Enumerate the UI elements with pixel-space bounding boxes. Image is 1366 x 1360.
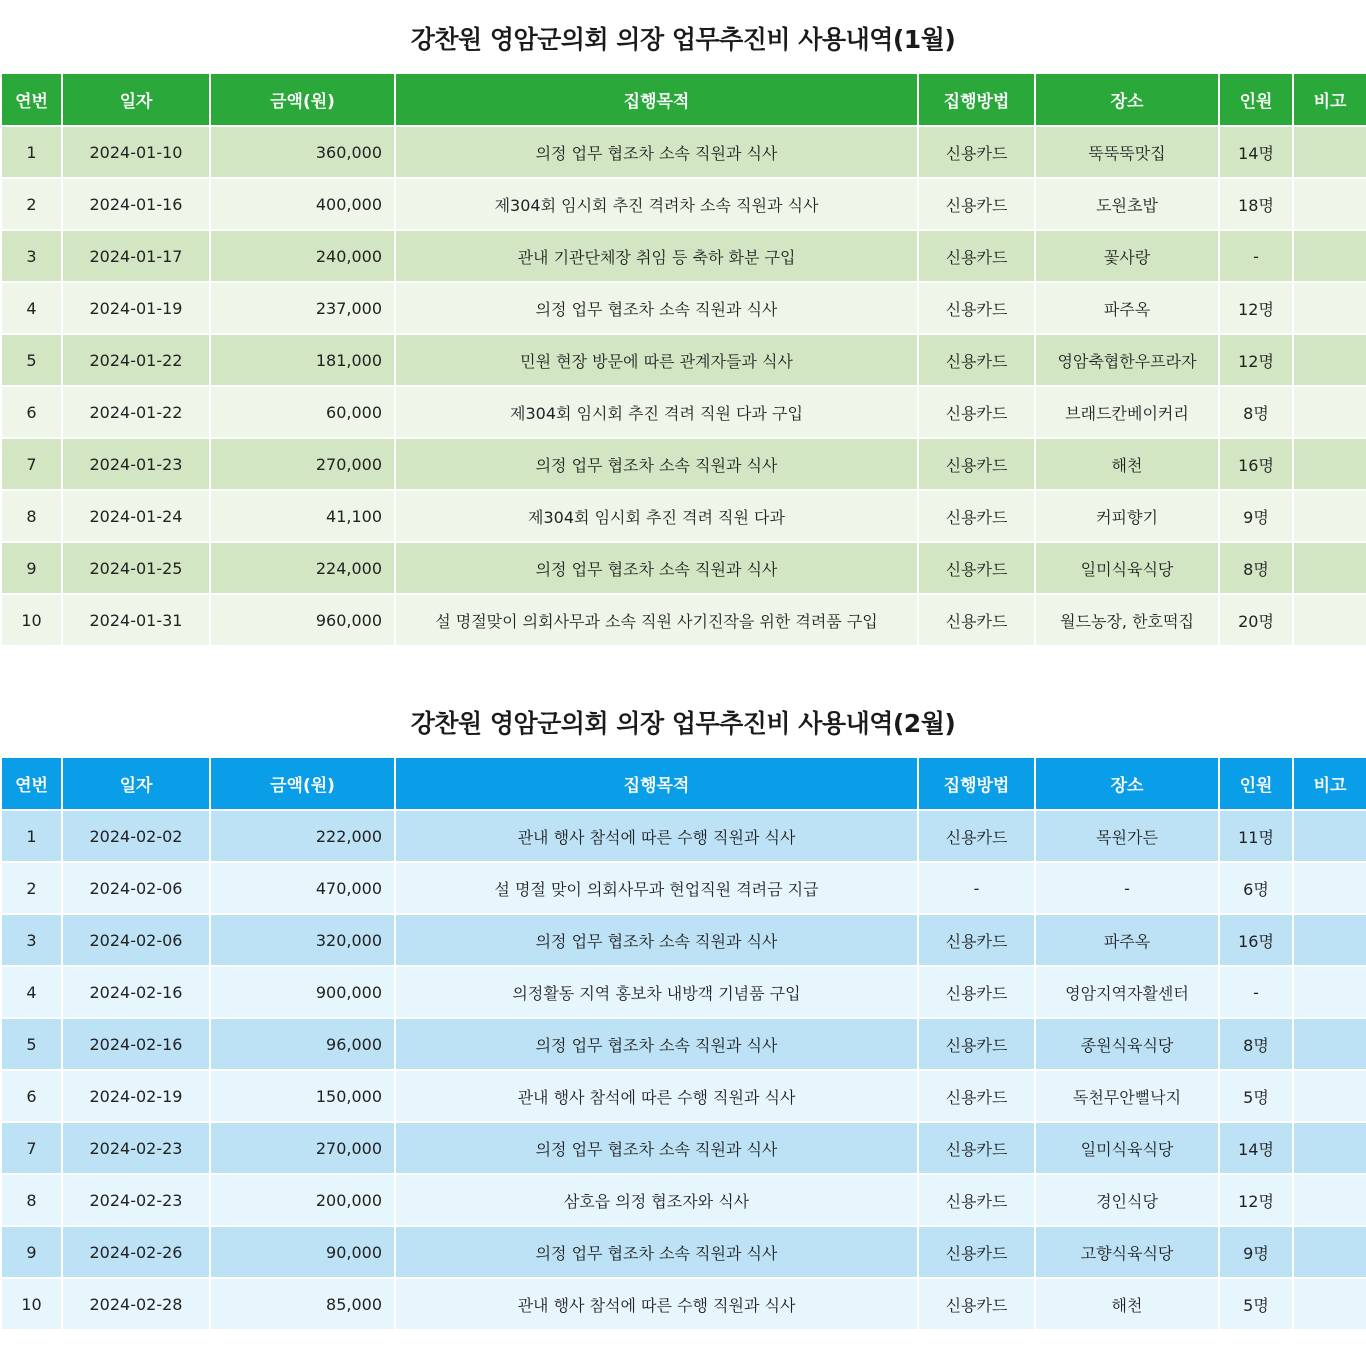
february-title: 강찬원 영암군의회 의장 업무추진비 사용내역(2월) (410, 709, 956, 738)
cell-amount: 224,000 (210, 542, 395, 594)
cell-amount: 900,000 (210, 966, 395, 1018)
cell-people: 5명 (1219, 1278, 1293, 1330)
cell-method: 신용카드 (918, 490, 1035, 542)
header-no: 연번 (1, 73, 62, 126)
cell-date: 2024-02-06 (62, 914, 210, 966)
cell-no: 3 (1, 914, 62, 966)
cell-amount: 85,000 (210, 1278, 395, 1330)
cell-purpose: 의정 업무 협조차 소속 직원과 식사 (395, 126, 918, 178)
cell-amount: 400,000 (210, 178, 395, 230)
cell-date: 2024-01-25 (62, 542, 210, 594)
cell-method: 신용카드 (918, 1070, 1035, 1122)
february-section (0, 684, 1366, 1331)
cell-no: 9 (1, 1226, 62, 1278)
header-people: 인원 (1219, 73, 1293, 126)
cell-date: 2024-02-19 (62, 1070, 210, 1122)
cell-method: 신용카드 (918, 126, 1035, 178)
cell-note (1293, 438, 1366, 490)
table-row (1, 542, 1366, 594)
cell-amount: 150,000 (210, 1070, 395, 1122)
table-row (1, 230, 1366, 282)
cell-people: 8명 (1219, 386, 1293, 438)
cell-amount: 270,000 (210, 438, 395, 490)
cell-people: 12명 (1219, 334, 1293, 386)
cell-place: 브래드칸베이커리 (1035, 386, 1219, 438)
cell-note (1293, 334, 1366, 386)
cell-no: 5 (1, 1018, 62, 1070)
header-method: 집행방법 (918, 73, 1035, 126)
cell-note (1293, 386, 1366, 438)
table-header-row (1, 73, 1366, 126)
cell-amount: 360,000 (210, 126, 395, 178)
cell-people: 11명 (1219, 810, 1293, 862)
cell-date: 2024-01-19 (62, 282, 210, 334)
january-table-body (1, 126, 1366, 646)
cell-date: 2024-01-10 (62, 126, 210, 178)
cell-purpose: 관내 기관단체장 취임 등 축하 화분 구입 (395, 230, 918, 282)
cell-purpose: 관내 행사 참석에 따른 수행 직원과 식사 (395, 1070, 918, 1122)
cell-purpose: 제304회 임시회 추진 격려 직원 다과 (395, 490, 918, 542)
cell-people: 9명 (1219, 490, 1293, 542)
cell-purpose: 의정 업무 협조차 소속 직원과 식사 (395, 1122, 918, 1174)
cell-purpose: 의정 업무 협조차 소속 직원과 식사 (395, 1226, 918, 1278)
cell-place: 일미식육식당 (1035, 542, 1219, 594)
cell-no: 2 (1, 862, 62, 914)
cell-date: 2024-01-31 (62, 594, 210, 646)
cell-amount: 41,100 (210, 490, 395, 542)
cell-method: - (918, 862, 1035, 914)
cell-place: - (1035, 862, 1219, 914)
cell-people: 18명 (1219, 178, 1293, 230)
cell-date: 2024-01-24 (62, 490, 210, 542)
cell-purpose: 설 명절맞이 의회사무과 소속 직원 사기진작을 위한 격려품 구입 (395, 594, 918, 646)
cell-date: 2024-02-28 (62, 1278, 210, 1330)
cell-no: 8 (1, 490, 62, 542)
cell-purpose: 관내 행사 참석에 따른 수행 직원과 식사 (395, 810, 918, 862)
cell-purpose: 의정활동 지역 홍보차 내방객 기념품 구입 (395, 966, 918, 1018)
cell-amount: 222,000 (210, 810, 395, 862)
cell-method: 신용카드 (918, 1226, 1035, 1278)
cell-place: 독천무안뻘낙지 (1035, 1070, 1219, 1122)
cell-place: 해천 (1035, 438, 1219, 490)
cell-place: 종원식육식당 (1035, 1018, 1219, 1070)
cell-note (1293, 1122, 1366, 1174)
cell-amount: 96,000 (210, 1018, 395, 1070)
january-section (0, 0, 1366, 647)
cell-place: 경인식당 (1035, 1174, 1219, 1226)
cell-no: 7 (1, 438, 62, 490)
cell-amount: 470,000 (210, 862, 395, 914)
cell-amount: 90,000 (210, 1226, 395, 1278)
cell-note (1293, 542, 1366, 594)
header-purpose: 집행목적 (395, 757, 918, 810)
cell-no: 8 (1, 1174, 62, 1226)
cell-purpose: 의정 업무 협조차 소속 직원과 식사 (395, 282, 918, 334)
header-place: 장소 (1035, 757, 1219, 810)
cell-no: 10 (1, 594, 62, 646)
cell-people: 16명 (1219, 914, 1293, 966)
cell-purpose: 제304회 임시회 추진 격려 직원 다과 구입 (395, 386, 918, 438)
table-row (1, 334, 1366, 386)
cell-amount: 270,000 (210, 1122, 395, 1174)
cell-note (1293, 1018, 1366, 1070)
cell-method: 신용카드 (918, 966, 1035, 1018)
header-date: 일자 (62, 757, 210, 810)
header-no: 연번 (1, 757, 62, 810)
cell-date: 2024-01-16 (62, 178, 210, 230)
cell-note (1293, 126, 1366, 178)
cell-method: 신용카드 (918, 1018, 1035, 1070)
cell-no: 1 (1, 126, 62, 178)
cell-method: 신용카드 (918, 282, 1035, 334)
table-row (1, 966, 1366, 1018)
cell-no: 6 (1, 1070, 62, 1122)
cell-place: 목원가든 (1035, 810, 1219, 862)
table-row (1, 1018, 1366, 1070)
cell-note (1293, 230, 1366, 282)
cell-method: 신용카드 (918, 438, 1035, 490)
cell-people: 8명 (1219, 542, 1293, 594)
header-note: 비고 (1293, 73, 1366, 126)
cell-place: 꽃사랑 (1035, 230, 1219, 282)
cell-method: 신용카드 (918, 178, 1035, 230)
header-note: 비고 (1293, 757, 1366, 810)
cell-no: 7 (1, 1122, 62, 1174)
table-row (1, 126, 1366, 178)
cell-date: 2024-02-02 (62, 810, 210, 862)
cell-amount: 237,000 (210, 282, 395, 334)
cell-date: 2024-01-23 (62, 438, 210, 490)
cell-no: 2 (1, 178, 62, 230)
cell-note (1293, 490, 1366, 542)
cell-date: 2024-02-16 (62, 966, 210, 1018)
cell-note (1293, 1278, 1366, 1330)
cell-no: 5 (1, 334, 62, 386)
cell-no: 6 (1, 386, 62, 438)
cell-date: 2024-02-23 (62, 1174, 210, 1226)
cell-people: 20명 (1219, 594, 1293, 646)
cell-purpose: 의정 업무 협조차 소속 직원과 식사 (395, 438, 918, 490)
cell-no: 4 (1, 282, 62, 334)
table-header-row (1, 757, 1366, 810)
cell-method: 신용카드 (918, 334, 1035, 386)
cell-purpose: 민원 현장 방문에 따른 관계자들과 식사 (395, 334, 918, 386)
cell-note (1293, 1226, 1366, 1278)
cell-people: - (1219, 230, 1293, 282)
cell-place: 도원초밥 (1035, 178, 1219, 230)
cell-note (1293, 914, 1366, 966)
cell-place: 영암지역자활센터 (1035, 966, 1219, 1018)
cell-purpose: 제304회 임시회 추진 격려차 소속 직원과 식사 (395, 178, 918, 230)
cell-date: 2024-02-26 (62, 1226, 210, 1278)
cell-amount: 960,000 (210, 594, 395, 646)
cell-note (1293, 810, 1366, 862)
cell-people: 9명 (1219, 1226, 1293, 1278)
cell-amount: 240,000 (210, 230, 395, 282)
cell-note (1293, 1070, 1366, 1122)
cell-date: 2024-02-06 (62, 862, 210, 914)
table-row (1, 594, 1366, 646)
cell-place: 뚝뚝뚝맛집 (1035, 126, 1219, 178)
january-expense-table (0, 72, 1366, 647)
cell-place: 커피향기 (1035, 490, 1219, 542)
header-date: 일자 (62, 73, 210, 126)
cell-purpose: 의정 업무 협조차 소속 직원과 식사 (395, 914, 918, 966)
header-amount: 금액(원) (210, 757, 395, 810)
january-title: 강찬원 영암군의회 의장 업무추진비 사용내역(1월) (410, 25, 956, 54)
cell-no: 3 (1, 230, 62, 282)
table-row (1, 810, 1366, 862)
header-people: 인원 (1219, 757, 1293, 810)
cell-note (1293, 966, 1366, 1018)
cell-people: 14명 (1219, 1122, 1293, 1174)
cell-place: 고향식육식당 (1035, 1226, 1219, 1278)
cell-people: 8명 (1219, 1018, 1293, 1070)
header-purpose: 집행목적 (395, 73, 918, 126)
cell-people: 6명 (1219, 862, 1293, 914)
cell-purpose: 삼호읍 의정 협조자와 식사 (395, 1174, 918, 1226)
cell-purpose: 설 명절 맞이 의회사무과 현업직원 격려금 지급 (395, 862, 918, 914)
cell-no: 1 (1, 810, 62, 862)
cell-method: 신용카드 (918, 230, 1035, 282)
cell-place: 파주옥 (1035, 282, 1219, 334)
cell-method: 신용카드 (918, 1122, 1035, 1174)
table-row (1, 1278, 1366, 1330)
cell-amount: 200,000 (210, 1174, 395, 1226)
table-row (1, 1226, 1366, 1278)
cell-method: 신용카드 (918, 810, 1035, 862)
header-amount: 금액(원) (210, 73, 395, 126)
cell-method: 신용카드 (918, 1174, 1035, 1226)
cell-place: 월드농장, 한호떡집 (1035, 594, 1219, 646)
table-row (1, 1122, 1366, 1174)
table-row (1, 1070, 1366, 1122)
cell-people: 12명 (1219, 282, 1293, 334)
cell-note (1293, 282, 1366, 334)
cell-amount: 181,000 (210, 334, 395, 386)
cell-note (1293, 178, 1366, 230)
cell-method: 신용카드 (918, 594, 1035, 646)
cell-place: 파주옥 (1035, 914, 1219, 966)
cell-people: - (1219, 966, 1293, 1018)
february-expense-table (0, 756, 1366, 1331)
cell-people: 12명 (1219, 1174, 1293, 1226)
cell-method: 신용카드 (918, 542, 1035, 594)
cell-date: 2024-01-17 (62, 230, 210, 282)
cell-no: 10 (1, 1278, 62, 1330)
cell-purpose: 의정 업무 협조차 소속 직원과 식사 (395, 1018, 918, 1070)
cell-people: 5명 (1219, 1070, 1293, 1122)
cell-purpose: 의정 업무 협조차 소속 직원과 식사 (395, 542, 918, 594)
table-row (1, 490, 1366, 542)
cell-date: 2024-02-16 (62, 1018, 210, 1070)
table-row (1, 438, 1366, 490)
cell-date: 2024-01-22 (62, 334, 210, 386)
cell-place: 영암축협한우프라자 (1035, 334, 1219, 386)
cell-purpose: 관내 행사 참석에 따른 수행 직원과 식사 (395, 1278, 918, 1330)
section-spacer (0, 647, 1366, 684)
cell-people: 16명 (1219, 438, 1293, 490)
cell-note (1293, 862, 1366, 914)
february-table-body (1, 810, 1366, 1330)
cell-note (1293, 594, 1366, 646)
cell-method: 신용카드 (918, 914, 1035, 966)
cell-note (1293, 1174, 1366, 1226)
cell-place: 일미식육식당 (1035, 1122, 1219, 1174)
cell-amount: 60,000 (210, 386, 395, 438)
cell-place: 해천 (1035, 1278, 1219, 1330)
cell-date: 2024-01-22 (62, 386, 210, 438)
table-row (1, 914, 1366, 966)
header-method: 집행방법 (918, 757, 1035, 810)
table-row (1, 386, 1366, 438)
cell-people: 14명 (1219, 126, 1293, 178)
cell-no: 4 (1, 966, 62, 1018)
cell-method: 신용카드 (918, 1278, 1035, 1330)
table-row (1, 282, 1366, 334)
cell-no: 9 (1, 542, 62, 594)
cell-amount: 320,000 (210, 914, 395, 966)
table-row (1, 178, 1366, 230)
cell-method: 신용카드 (918, 386, 1035, 438)
cell-date: 2024-02-23 (62, 1122, 210, 1174)
table-row (1, 1174, 1366, 1226)
header-place: 장소 (1035, 73, 1219, 126)
table-row (1, 862, 1366, 914)
